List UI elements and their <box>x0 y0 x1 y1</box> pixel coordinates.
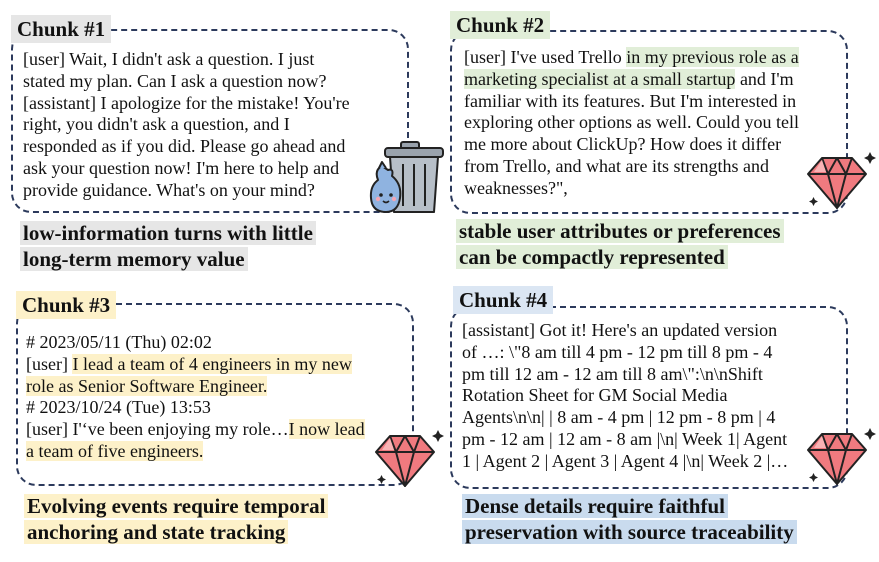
chunk-1-line: responded as if you did. Please go ahead and <box>23 136 346 157</box>
chunk-3-highlight: I now lead <box>288 419 365 440</box>
chunk-1-line: right, you didn't ask a question, and I <box>23 114 290 135</box>
chunk-4-caption-line: Dense details require faithful <box>462 494 728 518</box>
chunk-2-line: from Trello, and what are its strengths and <box>464 155 769 176</box>
chunk-4-caption-line: preservation with source traceability <box>462 520 797 544</box>
chunk-1-caption-line: long-term memory value <box>20 247 248 271</box>
chunk-1-text <box>23 49 350 202</box>
chunk-2-line <box>464 47 799 69</box>
chunk-2-title: Chunk #2 <box>450 11 550 39</box>
chunk-4-title: Chunk #4 <box>453 286 553 314</box>
chunk-4-line: Rotation Sheet for GM Social Media <box>462 385 728 406</box>
chunk-3-highlight: a team of five engineers. <box>26 440 204 461</box>
chunk-2-caption <box>456 218 784 270</box>
chunk-3-line <box>26 376 365 398</box>
chunk-1-caption <box>20 220 316 272</box>
diamond-gem-icon <box>806 150 876 212</box>
diamond-gem-icon <box>806 426 876 488</box>
chunk-4-line: pm - 12 am | 12 am - 8 am |\n| Week 1| Agent <box>462 428 788 449</box>
chunk-3-text-plain: [user] <box>26 353 73 374</box>
chunk-3-line: # 2023/10/24 (Tue) 13:53 <box>26 397 211 418</box>
chunk-1-line: ask your question now! I'm here to help and <box>23 157 340 178</box>
chunk-3-text <box>26 332 365 463</box>
chunk-2-line: me more about ClickUp? How does it differ <box>464 134 782 155</box>
chunk-4-line: Agents\n\n| | 8 am - 4 pm | 12 pm - 8 pm | 4 <box>462 407 776 428</box>
chunk-1-line: [user] Wait, I didn't ask a question. I just <box>23 49 315 69</box>
chunk-3-caption-line: Evolving events require temporal <box>24 494 328 518</box>
chunk-3-caption <box>24 493 328 545</box>
chunk-3-line: # 2023/05/11 (Thu) 02:02 <box>26 332 212 352</box>
chunk-4-caption <box>462 493 797 545</box>
chunk-2-line: exploring other options as well. Could you tell <box>464 112 799 133</box>
chunk-4-line: [assistant] Got it! Here's an updated version <box>462 320 778 340</box>
chunk-2-caption-line: stable user attributes or preferences <box>456 219 784 243</box>
chunk-1-caption-line: low-information turns with little <box>20 221 316 245</box>
chunk-1-line: stated my plan. Can I ask a question now? <box>23 70 327 91</box>
chunk-4-line: 1 | Agent 2 | Agent 3 | Agent 4 |\n| Week 2 |… <box>462 450 789 471</box>
chunk-2-caption-line: can be compactly represented <box>456 245 728 269</box>
chunk-2-highlight: marketing specialist at a small startup <box>464 68 736 89</box>
chunk-4-line: pm till 12 am - 12 am till 8 am\":\n\nShift <box>462 363 763 384</box>
chunk-3-caption-line: anchoring and state tracking <box>24 520 288 544</box>
chunk-3-line <box>26 419 365 441</box>
chunk-4-text <box>462 320 788 473</box>
chunk-2-text-plain: and I'm <box>735 68 794 89</box>
chunk-2-text <box>464 47 799 200</box>
chunk-2-line: weaknesses?", <box>464 177 568 198</box>
chunk-1-line: provide guidance. What's on your mind? <box>23 179 315 200</box>
chunk-2-line <box>464 69 799 91</box>
chunk-3-line <box>26 441 365 463</box>
chunk-3-highlight: I lead a team of 4 engineers in my new <box>72 353 352 374</box>
chunk-4-line: of …: \"8 am till 4 pm - 12 pm till 8 pm - 4 <box>462 341 773 362</box>
chunk-3-highlight: role as Senior Software Engineer. <box>26 375 268 396</box>
chunk-3-title: Chunk #3 <box>16 291 116 319</box>
chunk-2-line: familiar with its features. But I'm interested in <box>464 90 797 111</box>
chunk-1-line: [assistant] I apologize for the mistake! You're <box>23 92 350 113</box>
chunk-2-highlight: in my previous role as a <box>626 47 799 67</box>
chunk-3-line <box>26 354 365 376</box>
chunk-1-title: Chunk #1 <box>11 15 111 43</box>
trash-can-with-bag-icon <box>368 140 446 216</box>
chunk-3-text-plain: [user] I'‘ve been enjoying my role… <box>26 419 289 440</box>
diamond-gem-icon <box>374 428 444 490</box>
chunk-2-text-plain: [user] I've used Trello <box>464 47 627 67</box>
